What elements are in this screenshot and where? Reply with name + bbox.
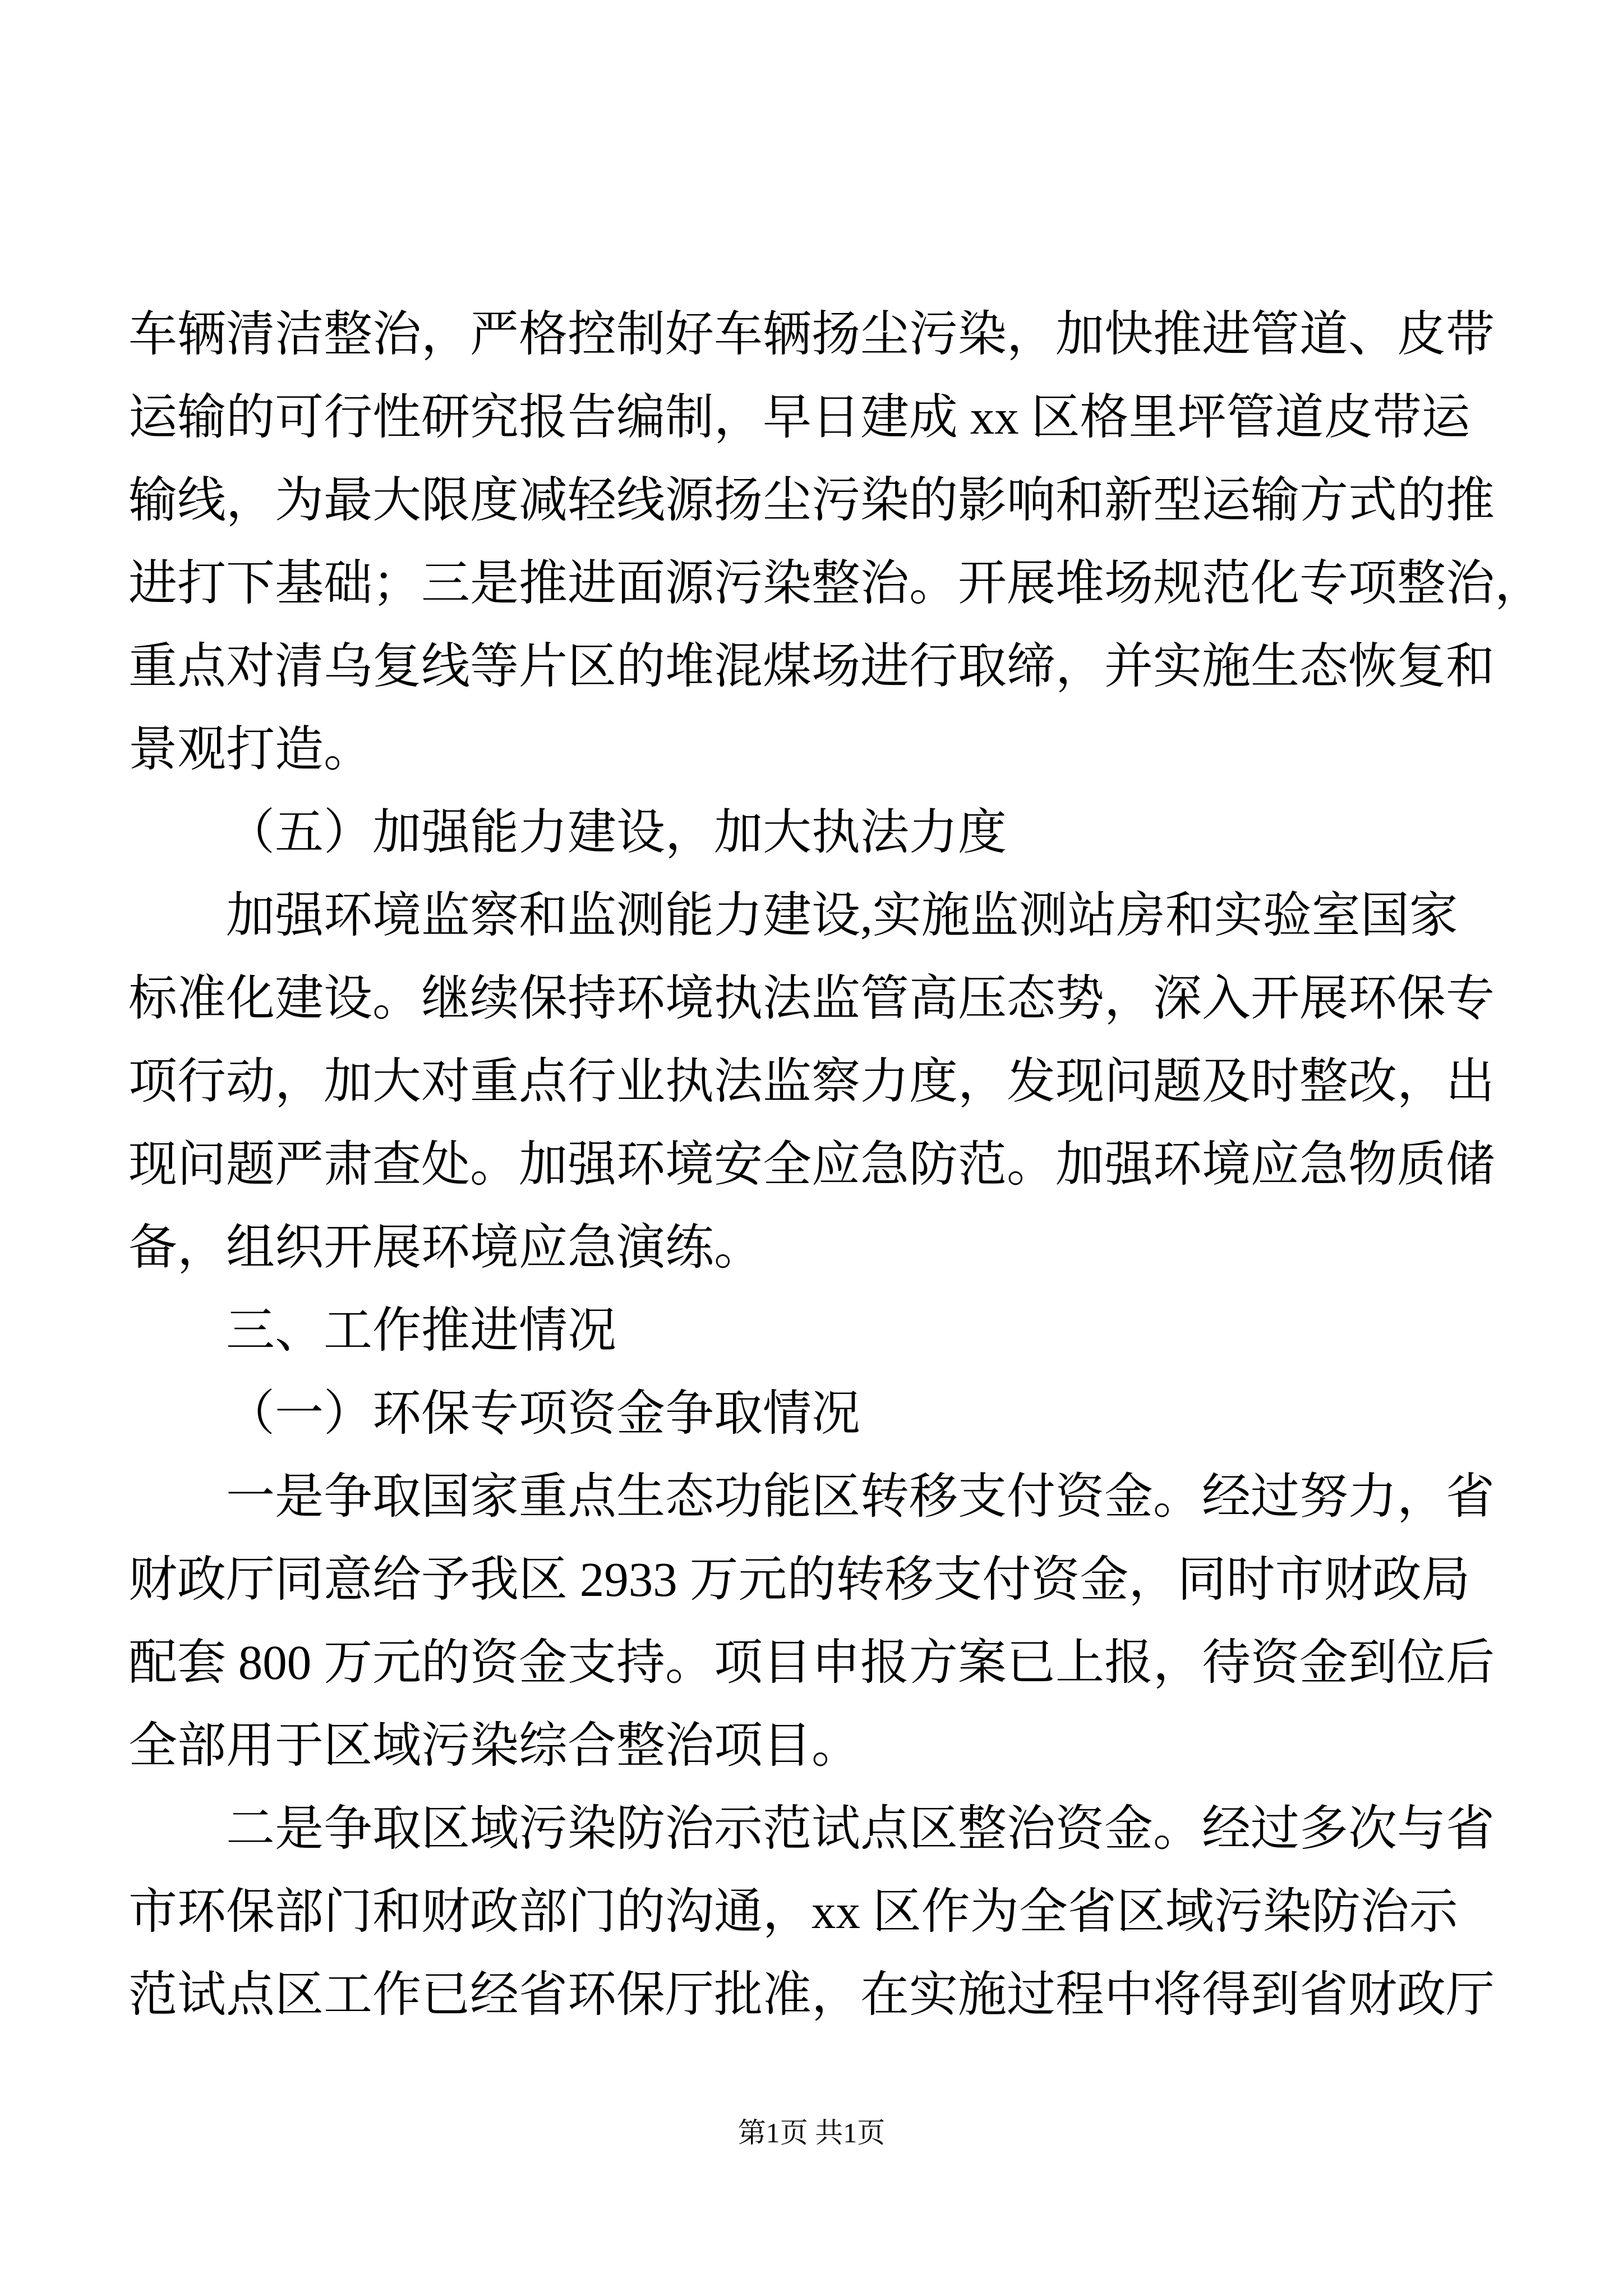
page-number-label: 第1页 共1页	[737, 2117, 886, 2148]
page-footer	[0, 2115, 1623, 2151]
text-line: 市环保部门和财政部门的沟通，xx 区作为全省区域污染防治示	[128, 1884, 1458, 1939]
text-line: 进打下基础；三是推进面源污染整治。开展堆场规范化专项整治，	[128, 556, 1543, 610]
text-line: 加强环境监察和监测能力建设,实施监测站房和实验室国家	[226, 888, 1458, 942]
text-line: （一）环保专项资金争取情况	[226, 1386, 860, 1441]
text-line: 二是争取区域污染防治示范试点区整治资金。经过多次与省	[226, 1801, 1495, 1856]
text-line: 车辆清洁整治，严格控制好车辆扬尘污染，加快推进管道、皮带	[128, 307, 1495, 361]
text-line: 备，组织开展环境应急演练。	[128, 1220, 763, 1274]
text-line: 项行动，加大对重点行业执法监察力度，发现问题及时整改，出	[128, 1054, 1495, 1108]
text-line: （五）加强能力建设，加大执法力度	[226, 805, 1007, 859]
paragraph	[128, 1372, 1495, 1455]
document-body	[128, 293, 1543, 2036]
text-line: 一是争取国家重点生态功能区转移支付资金。经过努力，省	[226, 1469, 1495, 1524]
text-line: 景观打造。	[128, 722, 372, 776]
text-line: 配套 800 万元的资金支持。项目申报方案已上报，待资金到位后	[128, 1635, 1495, 1690]
text-line: 重点对清乌复线等片区的堆混煤场进行取缔，并实施生态恢复和	[128, 639, 1495, 693]
paragraph	[128, 791, 1495, 874]
paragraph	[128, 1787, 1495, 2036]
text-line: 财政厅同意给予我区 2933 万元的转移支付资金，同时市财政局	[128, 1552, 1470, 1607]
text-line: 现问题严肃查处。加强环境安全应急防范。加强环境应急物质储	[128, 1137, 1495, 1191]
paragraph	[128, 1455, 1495, 1787]
text-line: 输线，为最大限度减轻线源扬尘污染的影响和新型运输方式的推	[128, 473, 1495, 527]
paragraph	[128, 874, 1495, 1289]
paragraph	[128, 1289, 1495, 1372]
text-line: 运输的可行性研究报告编制，早日建成 xx 区格里坪管道皮带运	[128, 390, 1470, 444]
text-line: 三、工作推进情况	[226, 1303, 616, 1358]
paragraph	[128, 293, 1543, 791]
text-line: 范试点区工作已经省环保厅批准，在实施过程中将得到省财政厅	[128, 1967, 1495, 2022]
text-line: 标准化建设。继续保持环境执法监管高压态势，深入开展环保专	[128, 971, 1495, 1025]
text-line: 全部用于区域污染综合整治项目。	[128, 1718, 860, 1773]
